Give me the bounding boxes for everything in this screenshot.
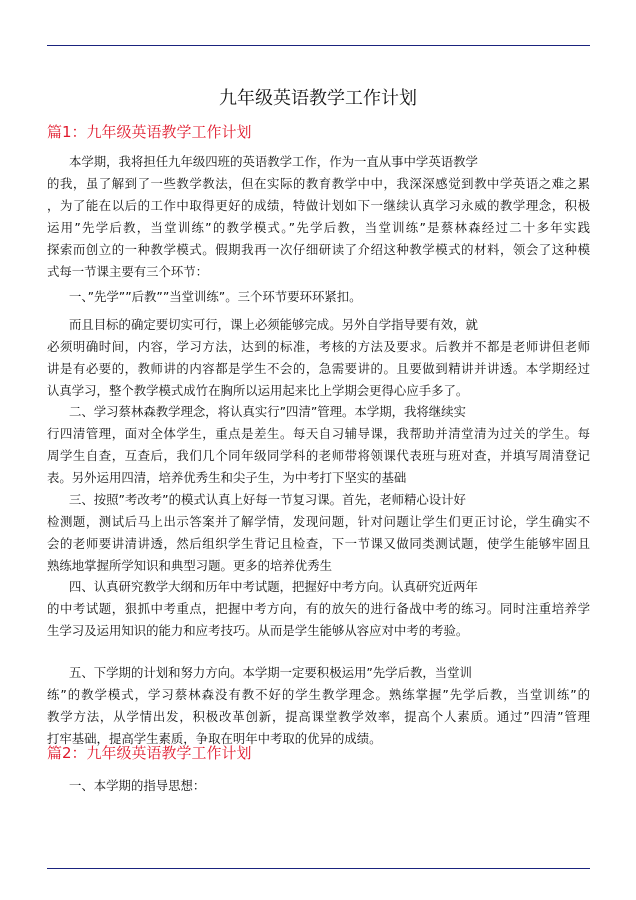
paragraph: [47, 775, 590, 797]
text-line: 认真学习，整个教学模式成竹在胸所以运用起来比上学期会更得心应手多了。: [47, 383, 469, 398]
bottom-rule: [47, 868, 590, 869]
text-line: 五、下学期的计划和努力方向。本学期一定要积极运用”先学后教，当堂训: [69, 665, 472, 680]
text-line: 探索而创立的一种教学模式。假期我再一次仔细研读了介绍这种教学模式的材料，领会了这种模: [47, 242, 590, 257]
text-line: 三、按照”考改考”的模式认真上好每一节复习课。首先，老师精心设计好: [69, 492, 466, 507]
text-line: 而且目标的确定要切实可行，课上必须能够完成。另外自学指导要有效，就: [69, 317, 478, 332]
paragraph: [47, 401, 590, 489]
paragraph: [47, 314, 590, 402]
text-line: 必须明确时间，内容，学习方法，达到的标准，考核的方法及要求。后教并不都是老师讲但老师: [47, 339, 590, 354]
text-line: 检测题，测试后马上出示答案并了解学情，发现问题，针对问题让学生们更正讨论，学生确实不: [47, 514, 590, 529]
text-line: 式每一节课主要有三个环节：: [47, 264, 209, 279]
text-line: 的中考试题，狠抓中考重点，把握中考方向，有的放矢的进行备战中考的练习。同时注重培养学: [47, 601, 590, 616]
text-line: 周学生自查，互查后，我们几个同年级同学科的老师带将领课代表班与班对查，并填写周清登记: [47, 448, 590, 463]
text-line: 本学期，我将担任九年级四班的英语教学工作，作为一直从事中学英语教学: [69, 154, 478, 169]
text-line: 讲是有必要的，教师讲的内容都是学生不会的，急需要讲的。且要做到精讲并讲透。本学期经过: [47, 361, 590, 376]
text-line: 会的老师要讲清讲透，然后组织学生背记且检查，下一节课又做同类测试题，使学生能够牢固且: [47, 536, 590, 551]
paragraph: [47, 151, 590, 283]
text-line: 运用”先学后教，当堂训练”的教学模式。”先学后教，当堂训练”是蔡林森经过二十多年实践: [47, 220, 590, 235]
text-line: 行四清管理，面对全体学生，重点是差生。每天自习辅导课，我帮助并清堂清为过关的学生。每: [47, 426, 590, 441]
text-line: 一、”先学””后教””当堂训练”。三个环节要环环紧扣。: [69, 289, 362, 304]
text-line: 四、认真研究教学大纲和历年中考试题，把握好中考方向。认真研究近两年: [69, 579, 478, 594]
text-line: 练”的教学模式，学习蔡林森没有教不好的学生教学理念。熟练掌握”先学后教，当堂训练”的: [47, 687, 590, 702]
text-line: 生学习及运用知识的能力和应考技巧。从而是学生能够从容应对中考的考验。: [47, 623, 469, 638]
text-line: ，为了能在以后的工作中取得更好的成绩，特做计划如下一继续认真学习永威的教学理念，积极: [47, 198, 590, 213]
paragraph: [47, 576, 590, 642]
text-line: 表。另外运用四清，培养优秀生和尖子生，为中考打下坚实的基础: [47, 470, 407, 485]
paragraph: [47, 662, 590, 750]
text-line: 的我，虽了解到了一些教学教法，但在实际的教育教学中中，我深深感觉到教中学英语之难之累: [47, 176, 590, 191]
text-line: 二、学习蔡林森教学理念，将认真实行”四清”管理。本学期，我将继续实: [69, 404, 466, 419]
text-line: 熟练地掌握所学知识和典型习题。更多的培养优秀生: [47, 558, 332, 573]
text-line: 一、本学期的指导思想：: [69, 778, 206, 793]
paragraph: [47, 489, 590, 577]
document-title: 九年级英语教学工作计划: [219, 88, 417, 109]
text-line: 打牢基础，提高学生素质，争取在明年中考取的优异的成绩。: [47, 731, 382, 746]
paragraph: [47, 286, 590, 308]
text-line: 教学方法，从学情出发，积极改革创新，提高课堂教学效率，提高个人素质。通过”四清”管理: [47, 709, 590, 724]
top-rule: [47, 45, 590, 46]
section-2-heading: 篇2：九年级英语教学工作计划: [47, 744, 252, 762]
section-1-heading: 篇1：九年级英语教学工作计划: [47, 123, 252, 141]
